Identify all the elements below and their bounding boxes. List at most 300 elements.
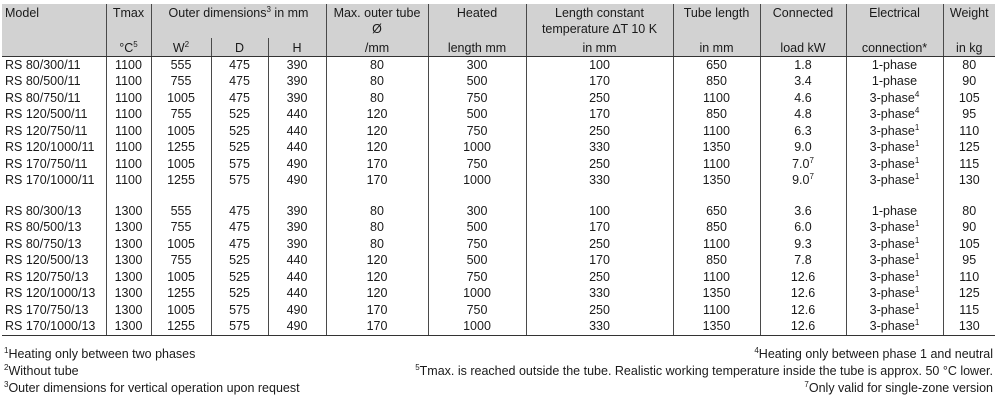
cell-tmax [106, 90, 151, 107]
col-electrical-header: Electrical [846, 4, 943, 38]
weight-value: 115 [959, 156, 980, 171]
cell-d [211, 140, 268, 157]
cell-d [211, 107, 268, 124]
conn-footnote-mark: 1 [914, 139, 920, 148]
table-row [2, 302, 995, 319]
h-value: 440 [286, 107, 308, 121]
heated-value: 500 [466, 253, 488, 267]
h-value: 490 [286, 156, 308, 171]
tubelen-value: 1100 [703, 269, 730, 284]
cell-d [211, 90, 268, 107]
cell-heated [428, 173, 526, 190]
group-spacer [2, 189, 995, 203]
tubelen-value: 1100 [703, 236, 730, 251]
cell-tmax [106, 123, 151, 140]
cell-lct [526, 90, 673, 107]
cell-tube [326, 203, 428, 220]
cell-lct [526, 107, 673, 124]
cell-weight [943, 74, 995, 91]
weight-value: 130 [958, 173, 980, 187]
table-row [2, 57, 995, 74]
model-value: RS 120/500/13 [5, 253, 89, 267]
conn-footnote-mark: 1 [914, 269, 920, 278]
heated-value: 1000 [463, 286, 491, 300]
cell-h [268, 123, 326, 140]
col-length-const-header: Length constant temperature ∆T 10 K [526, 4, 673, 38]
lct-value: 330 [589, 319, 610, 333]
cell-w [151, 90, 211, 107]
conn-footnote-mark: 1 [914, 318, 920, 327]
model-value: RS 170/1000/11 [5, 173, 95, 187]
cell-w [151, 236, 211, 253]
cell-tubelen [673, 90, 760, 107]
load-value: 12.6 [790, 269, 816, 284]
cell-tmax [106, 302, 151, 319]
tmax-value: 1100 [115, 107, 142, 121]
cell-tmax [106, 319, 151, 336]
conn-footnote-mark: 1 [914, 123, 920, 132]
table-row [2, 319, 995, 336]
lct-value: 250 [589, 123, 610, 138]
cell-h [268, 90, 326, 107]
conn-value: 3-phase [869, 156, 915, 171]
load-value: 6.3 [794, 123, 812, 138]
col-weight-header: Weight [943, 4, 995, 38]
tmax-value: 1300 [114, 319, 143, 333]
model-value: RS 120/1000/13 [5, 286, 96, 300]
cell-conn [846, 253, 943, 270]
cell-lct [526, 57, 673, 74]
heated-value: 750 [466, 302, 488, 317]
cell-tmax [106, 220, 151, 237]
footnote-4-text: Heating only between phase 1 and neutral [758, 347, 993, 361]
model-value: RS 170/1000/13 [5, 319, 96, 333]
load-value: 3.6 [794, 203, 812, 218]
cell-h [268, 253, 326, 270]
cell-weight [943, 90, 995, 107]
cell-weight [943, 156, 995, 173]
cell-load [760, 107, 846, 124]
cell-h [268, 74, 326, 91]
heated-value: 750 [466, 123, 488, 138]
cell-model [2, 123, 106, 140]
cell-conn [846, 220, 943, 237]
footnote-7 [804, 380, 993, 397]
d-value: 475 [229, 203, 250, 218]
cell-w [151, 220, 211, 237]
footnote-7-text: Only valid for single-zone version [808, 381, 993, 395]
conn-value: 1-phase [871, 203, 918, 218]
heated-value: 750 [466, 90, 488, 105]
w-value: 755 [170, 253, 192, 267]
col-tube-length-header: Tube length [673, 4, 760, 38]
cell-tmax [106, 140, 151, 157]
cell-heated [428, 57, 526, 74]
cell-weight [943, 203, 995, 220]
cell-h [268, 302, 326, 319]
cell-model [2, 57, 106, 74]
cell-weight [943, 319, 995, 336]
tube-value: 120 [366, 140, 388, 154]
h-value: 490 [286, 319, 308, 333]
cell-d [211, 253, 268, 270]
col-connected-header: Connected [760, 4, 846, 38]
cell-w [151, 319, 211, 336]
cell-tube [326, 302, 428, 319]
d-value: 525 [229, 140, 250, 154]
h-value: 390 [286, 74, 308, 88]
cell-d [211, 123, 268, 140]
h-value: 440 [286, 140, 308, 154]
conn-footnote-mark: 1 [914, 172, 920, 181]
lct-value: 250 [589, 269, 610, 284]
cell-heated [428, 269, 526, 286]
h-value: 440 [286, 253, 308, 267]
cell-lct [526, 302, 673, 319]
cell-weight [943, 220, 995, 237]
weight-value: 80 [962, 57, 977, 72]
conn-value: 3-phase [869, 253, 915, 267]
table-row [2, 107, 995, 124]
cell-heated [428, 253, 526, 270]
table-row [2, 123, 995, 140]
cell-conn [846, 286, 943, 303]
col-heated-header: Heated [428, 4, 526, 38]
d-value: 475 [229, 90, 250, 105]
h-value: 490 [286, 302, 308, 317]
cell-tubelen [673, 236, 760, 253]
header-row-top [2, 4, 995, 38]
d-value: 475 [229, 220, 250, 234]
tubelen-value: 1350 [702, 140, 731, 154]
cell-load [760, 203, 846, 220]
cell-d [211, 269, 268, 286]
load-value: 6.0 [794, 220, 812, 234]
electrical-unit-cell: connection* [846, 38, 943, 57]
table-row [2, 203, 995, 220]
weight-value: 125 [958, 140, 980, 154]
footnote-1-text: Heating only between two phases [8, 347, 196, 361]
cell-w [151, 57, 211, 74]
cell-conn [846, 140, 943, 157]
cell-model [2, 220, 106, 237]
weight-value: 110 [959, 123, 980, 138]
weight-value: 115 [959, 302, 980, 317]
cell-model [2, 302, 106, 319]
cell-tubelen [673, 156, 760, 173]
h-value: 440 [286, 269, 308, 284]
conn-value: 1-phase [871, 57, 918, 72]
cell-lct [526, 173, 673, 190]
cell-weight [943, 269, 995, 286]
tubelen-value: 850 [706, 253, 727, 267]
load-value: 9.0 [792, 173, 810, 187]
lct-value: 250 [589, 236, 610, 251]
w-value: 1005 [167, 236, 195, 251]
conn-value: 3-phase [869, 107, 915, 121]
cell-d [211, 286, 268, 303]
cell-tmax [106, 57, 151, 74]
cell-heated [428, 156, 526, 173]
cell-lct [526, 140, 673, 157]
cell-heated [428, 319, 526, 336]
d-value: 525 [229, 269, 250, 284]
cell-heated [428, 203, 526, 220]
cell-h [268, 319, 326, 336]
cell-tmax [106, 156, 151, 173]
tube-value: 80 [370, 90, 384, 105]
d-value: 525 [229, 123, 250, 138]
cell-heated [428, 74, 526, 91]
cell-conn [846, 57, 943, 74]
cell-tubelen [673, 57, 760, 74]
tube-value: 80 [370, 236, 384, 251]
tubelen-value: 850 [706, 220, 727, 234]
tube-value: 120 [366, 123, 388, 138]
cell-tmax [106, 173, 151, 190]
table-row [2, 220, 995, 237]
spec-table [2, 4, 995, 336]
tube-value: 120 [366, 253, 388, 267]
cell-load [760, 220, 846, 237]
weight-value: 130 [958, 319, 980, 333]
load-value: 4.8 [794, 107, 812, 121]
cell-load [760, 286, 846, 303]
weight-value: 105 [958, 90, 980, 105]
cell-weight [943, 236, 995, 253]
tmax-sup: 5 [133, 39, 138, 49]
tubelen-value: 1350 [702, 173, 731, 187]
cell-tmax [106, 269, 151, 286]
w-value: 1255 [167, 173, 195, 187]
tmax-value: 1100 [115, 156, 142, 171]
cell-tube [326, 90, 428, 107]
cell-conn [846, 236, 943, 253]
cell-tmax [106, 236, 151, 253]
cell-load [760, 302, 846, 319]
cell-tube [326, 319, 428, 336]
cell-h [268, 173, 326, 190]
cell-d [211, 203, 268, 220]
d-value: 525 [229, 286, 250, 300]
cell-model [2, 269, 106, 286]
heated-unit-cell: length mm [428, 38, 526, 57]
heated-value: 300 [466, 203, 488, 218]
cell-conn [846, 302, 943, 319]
tmax-value: 1100 [115, 74, 142, 88]
cell-heated [428, 90, 526, 107]
tmax-value: 1300 [114, 253, 143, 267]
model-value: RS 80/750/11 [5, 90, 81, 105]
tube-value: 80 [370, 220, 384, 234]
lct-value: 100 [589, 57, 610, 72]
w-value: 555 [170, 203, 192, 218]
w-unit-cell [151, 38, 211, 57]
w-value: 1005 [167, 90, 195, 105]
tubelen-value: 650 [706, 57, 727, 72]
tube-length-unit-cell: in mm [673, 38, 760, 57]
cell-w [151, 302, 211, 319]
tube-value: 80 [370, 203, 384, 218]
d-unit-cell: D [211, 38, 268, 57]
weight-value: 90 [962, 74, 977, 88]
w-sup: 2 [184, 39, 190, 49]
cell-tube [326, 57, 428, 74]
tube-value: 170 [366, 173, 388, 187]
cell-lct [526, 156, 673, 173]
cell-heated [428, 123, 526, 140]
d-value: 525 [229, 107, 250, 121]
cell-heated [428, 107, 526, 124]
cell-model [2, 173, 106, 190]
heated-value: 500 [466, 107, 488, 121]
model-value: RS 80/500/13 [5, 220, 82, 234]
tmax-value: 1100 [115, 90, 142, 105]
cell-conn [846, 74, 943, 91]
table-row [2, 173, 995, 190]
cell-lct [526, 253, 673, 270]
cell-w [151, 173, 211, 190]
conn-value: 3-phase [869, 286, 915, 300]
d-value: 525 [229, 253, 250, 267]
tmax-value: 1100 [115, 123, 142, 138]
cell-model [2, 253, 106, 270]
lct-value: 170 [589, 74, 610, 88]
cell-weight [943, 302, 995, 319]
w-value: 755 [170, 107, 192, 121]
tube-value: 80 [370, 57, 384, 72]
weight-value: 110 [959, 269, 980, 284]
tmax-value: 1100 [115, 140, 142, 154]
table-row [2, 286, 995, 303]
h-value: 490 [286, 173, 308, 187]
cell-heated [428, 220, 526, 237]
tubelen-value: 1350 [702, 286, 731, 300]
footnote-2 [4, 363, 79, 380]
cell-h [268, 203, 326, 220]
footnote-2-mark: 2 [4, 362, 9, 372]
table-row [2, 236, 995, 253]
outer-dim-label: Outer dimensions [168, 6, 267, 20]
load-value: 1.8 [794, 57, 812, 72]
tubelen-value: 850 [706, 74, 727, 88]
load-value: 12.6 [790, 302, 816, 317]
cell-conn [846, 107, 943, 124]
w-value: 555 [170, 57, 192, 72]
heated-value: 750 [466, 269, 488, 284]
cell-conn [846, 123, 943, 140]
tubelen-value: 1100 [703, 156, 730, 171]
w-value: 1005 [167, 123, 195, 138]
weight-value: 105 [958, 236, 980, 251]
tubelen-value: 1350 [702, 319, 731, 333]
table-row [2, 253, 995, 270]
cell-tubelen [673, 140, 760, 157]
cell-model [2, 286, 106, 303]
tube-value: 120 [366, 286, 388, 300]
cell-tubelen [673, 123, 760, 140]
footnote-4 [754, 346, 993, 363]
length-const-unit-cell: in mm [526, 38, 673, 57]
tubelen-value: 650 [706, 203, 727, 218]
cell-d [211, 319, 268, 336]
cell-load [760, 253, 846, 270]
max-outer-unit-cell: /mm [326, 38, 428, 57]
table-row [2, 90, 995, 107]
cell-tmax [106, 107, 151, 124]
table-row [2, 140, 995, 157]
tmax-unit-cell [106, 38, 151, 57]
tubelen-value: 1100 [703, 90, 730, 105]
cell-conn [846, 269, 943, 286]
heated-value: 300 [466, 57, 488, 72]
weight-value: 95 [962, 107, 977, 121]
weight-value: 80 [962, 203, 977, 218]
lct-value: 250 [589, 156, 610, 171]
weight-unit-cell: in kg [943, 38, 995, 57]
cell-tmax [106, 286, 151, 303]
tube-value: 80 [370, 74, 384, 88]
cell-weight [943, 123, 995, 140]
cell-weight [943, 140, 995, 157]
load-value: 3.4 [794, 74, 812, 88]
d-value: 475 [229, 57, 250, 72]
cell-tube [326, 220, 428, 237]
tube-value: 120 [366, 107, 388, 121]
footnote-1 [4, 346, 195, 363]
heated-value: 1000 [463, 140, 491, 154]
cell-lct [526, 269, 673, 286]
cell-w [151, 74, 211, 91]
model-value: RS 120/500/11 [5, 107, 88, 121]
load-value: 9.0 [794, 140, 812, 154]
tmax-unit: °C [119, 40, 134, 55]
tmax-value: 1300 [114, 236, 143, 251]
cell-lct [526, 220, 673, 237]
cell-model [2, 319, 106, 336]
cell-tube [326, 269, 428, 286]
lct-value: 250 [589, 90, 610, 105]
load-value: 7.8 [794, 253, 812, 267]
cell-load [760, 236, 846, 253]
w-label: W [172, 40, 185, 55]
model-value: RS 120/750/13 [5, 269, 89, 284]
load-value: 9.3 [794, 236, 812, 251]
conn-value: 1-phase [871, 74, 918, 88]
tubelen-value: 1100 [703, 302, 730, 317]
cell-weight [943, 173, 995, 190]
cell-model [2, 203, 106, 220]
cell-lct [526, 203, 673, 220]
h-value: 440 [286, 286, 308, 300]
cell-tube [326, 236, 428, 253]
cell-w [151, 140, 211, 157]
lct-value: 330 [589, 173, 610, 187]
conn-value: 3-phase [869, 319, 915, 333]
outer-dim-sup: 3 [266, 4, 271, 14]
cell-tubelen [673, 253, 760, 270]
cell-lct [526, 236, 673, 253]
footnote-5-text: Tmax. is reached outside the tube. Realistic working temperature inside the tube is approx. 50 °C lower. [419, 364, 993, 378]
model-unit-cell [2, 38, 106, 57]
footnote-7-mark: 7 [804, 379, 809, 389]
cell-d [211, 220, 268, 237]
cell-model [2, 140, 106, 157]
model-value: RS 170/750/13 [5, 302, 89, 317]
cell-tubelen [673, 203, 760, 220]
load-value: 12.6 [790, 319, 816, 333]
cell-d [211, 156, 268, 173]
